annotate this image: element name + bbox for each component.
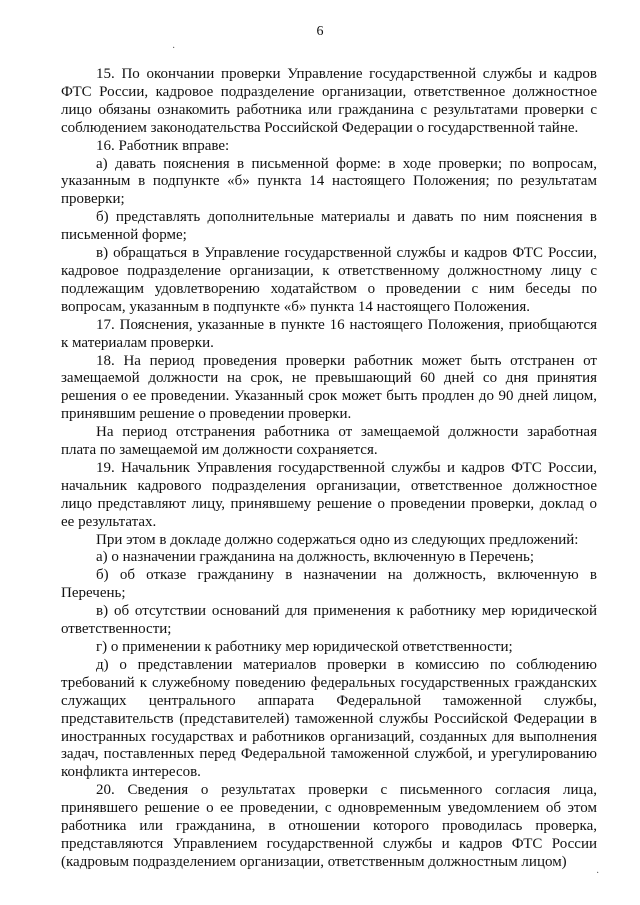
paragraph-16-v: в) обращаться в Управление государственной службы и кадров ФТС России, кадровое подразделение организации, к ответственному должностному лицу с подлежащим удовлетворению ходатайством о проведении с ним беседы по вопросам, указанным в подпункте «б» пункта 14 настоящего Положения. [61, 245, 597, 315]
paragraph-19-b: б) об отказе гражданину в назначении на должность, включенную в Перечень; [61, 567, 597, 602]
scan-speck: · [596, 868, 600, 879]
paragraph-16-a: а) давать пояснения в письменной форме: в ходе проверки; по вопросам, указанным в подпункте «б» пункта 14 настоящего Положения; по результатам проверки; [61, 155, 597, 208]
document-body [61, 66, 597, 872]
paragraph-19-g: г) о применении к работнику мер юридической ответственности; [96, 639, 513, 655]
paragraph-19-intro: При этом в докладе должно содержаться одно из следующих предложений: [96, 531, 579, 548]
paragraph-19-a: а) о назначении гражданина на должность, включенную в Перечень; [96, 549, 535, 566]
paragraph-20: 20. Сведения о результатах проверки с письменного согласия лица, принявшего решение о ее проведении, с одновременным уведомлением об этом работника или гражданина, в отношении которого проводилась проверка, представляются Управлением государственной службы и кадров ФТС России (кадровым подразделением организации, ответственным должностным лицом) [61, 782, 597, 870]
paragraph-18: 18. На период проведения проверки работник может быть отстранен от замещаемой должности на срок, не превышающий 60 дней со дня принятия решения о ее проведении. Указанный срок может быть продлен до 90 дней лицом, принявшим решение о проведении проверки. [61, 352, 597, 423]
paragraph-15: 15. По окончании проверки Управление государственной службы и кадров ФТС России, кадровое подразделение организации, ответственное должностное лицо обязаны ознакомить работника или гражданина с результатами проверки с соблюдением законодательства Российской Федерации о государственной тайне. [61, 66, 597, 136]
paragraph-19: 19. Начальник Управления государственной службы и кадров ФТС России, начальник кадрового подразделения организации, ответственное должностное лицо представляют лицу, принявшему решение о проведении проверки, доклад о ее результатах. [61, 459, 597, 530]
scan-speck: · [172, 43, 176, 54]
page-number: 6 [316, 24, 324, 39]
paragraph-19-v: в) об отсутствии оснований для применения к работнику мер юридической ответственности; [61, 603, 597, 638]
paragraph-17: 17. Пояснения, указанные в пункте 16 настоящего Положения, приобщаются к материалам проверки. [61, 316, 597, 351]
paragraph-16-b: б) представлять дополнительные материалы и давать по ним пояснения в письменной форме; [61, 209, 597, 244]
paragraph-16: 16. Работник вправе: [96, 137, 230, 154]
paragraph-19-d: д) о представлении материалов проверки в комиссию по соблюдению требований к служебному поведению федеральных государственных гражданских служащих центрального аппарата Федеральной таможенной службы, представительств (представителей) таможенной службы Российской Федерации в иностранных государствах и работников организаций, созданных для выполнения задач, поставленных перед Федеральной таможенной службой, и урегулированию конфликта интересов. [61, 656, 597, 781]
paragraph-18-salary: На период отстранения работника от замещаемой должности заработная плата по замещаемой им должности сохраняется. [61, 424, 597, 459]
